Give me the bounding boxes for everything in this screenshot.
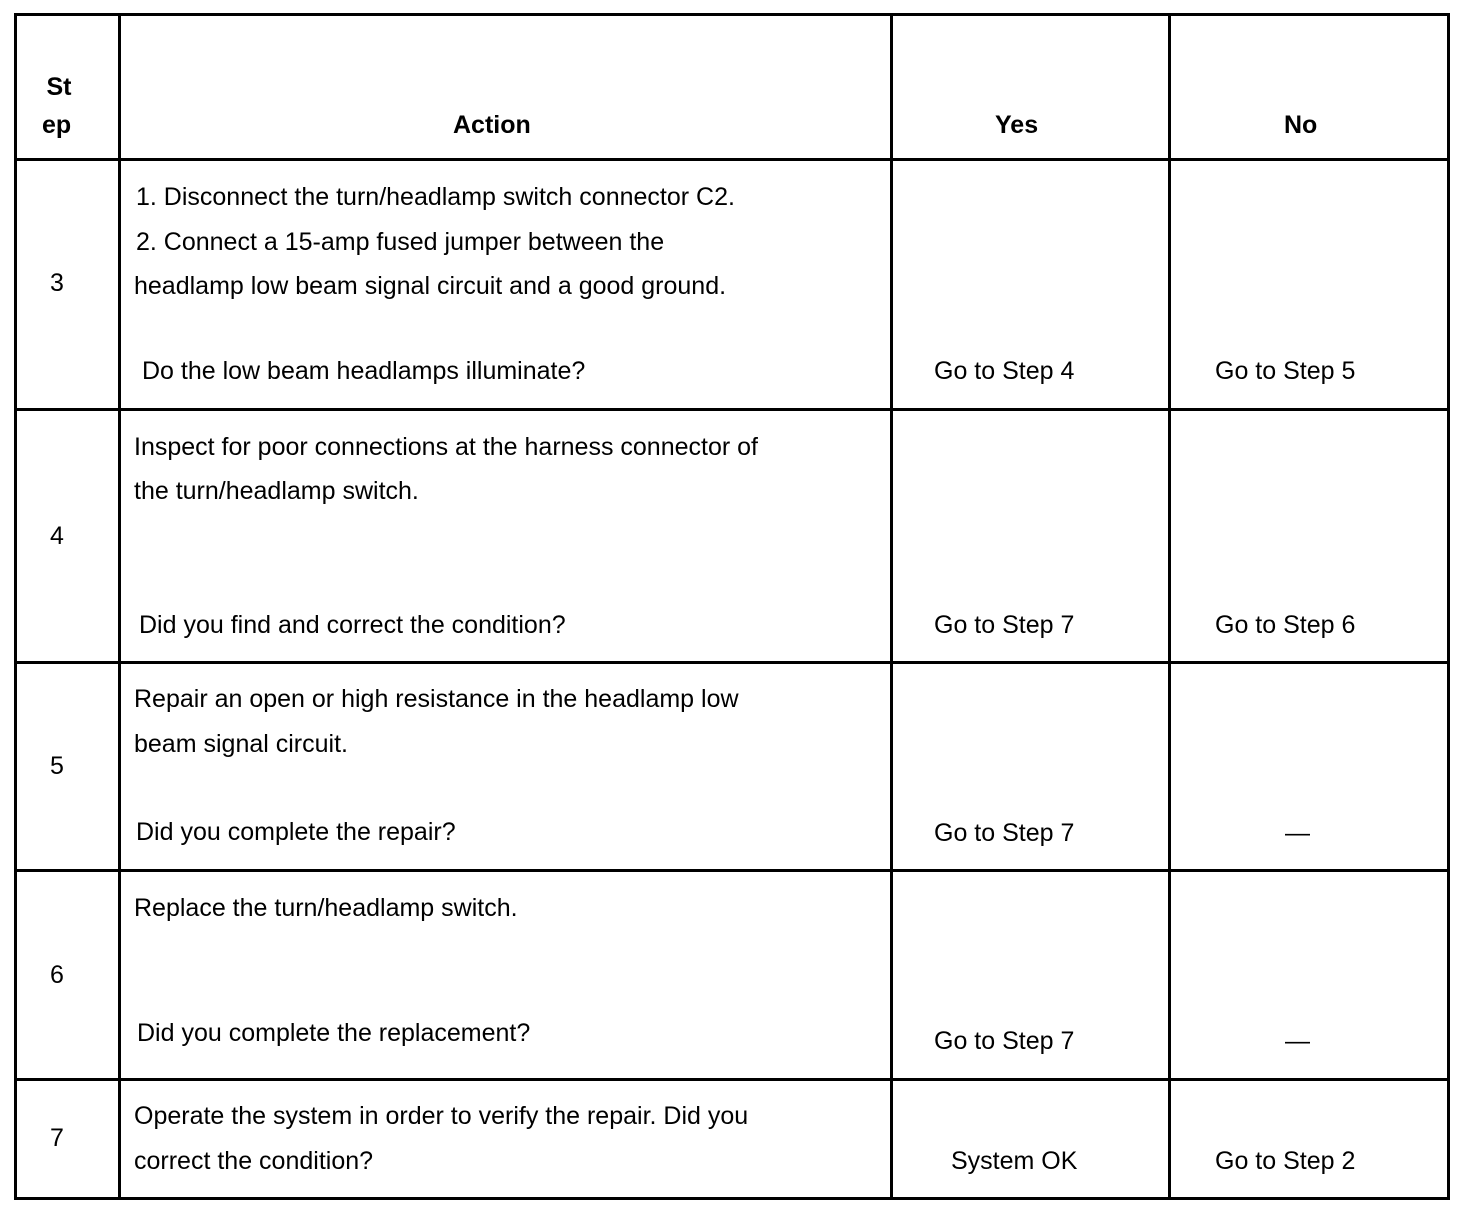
action-line: Replace the turn/headlamp switch.: [134, 894, 518, 922]
row-divider: [17, 408, 1447, 411]
action-line: Inspect for poor connections at the harness connector of: [134, 433, 758, 461]
action-line: beam signal circuit.: [134, 730, 348, 758]
no-result: Go to Step 5: [1215, 357, 1356, 385]
yes-result: Go to Step 7: [934, 819, 1075, 847]
header-step-line2: ep: [42, 111, 72, 139]
action-line: Operate the system in order to verify the repair. Did you: [134, 1102, 749, 1130]
yes-result: Go to Step 7: [934, 611, 1075, 639]
no-result: Go to Step 6: [1215, 611, 1356, 639]
action-line: the turn/headlamp switch.: [134, 477, 419, 505]
no-result-dash: —: [1285, 819, 1310, 847]
step-number: 6: [50, 961, 64, 989]
row-divider: [17, 1078, 1447, 1081]
step-number: 3: [50, 269, 64, 297]
action-question: Did you find and correct the condition?: [139, 611, 566, 639]
step-number: 5: [50, 752, 64, 780]
column-divider: [1168, 16, 1171, 1197]
no-result-dash: —: [1285, 1027, 1310, 1055]
action-line: correct the condition?: [134, 1147, 374, 1175]
action-line: Repair an open or high resistance in the headlamp low: [134, 685, 739, 713]
yes-result: Go to Step 4: [934, 357, 1075, 385]
column-divider: [890, 16, 893, 1197]
header-step-line1: St: [46, 73, 72, 101]
action-line: 1. Disconnect the turn/headlamp switch connector C2.: [136, 183, 735, 211]
action-line: 2. Connect a 15-amp fused jumper between the: [136, 228, 665, 256]
action-question: Did you complete the replacement?: [137, 1019, 531, 1047]
header-no: No: [1284, 111, 1318, 139]
column-divider: [118, 16, 121, 1197]
row-divider: [17, 661, 1447, 664]
step-number: 7: [50, 1124, 64, 1152]
row-divider: [17, 869, 1447, 872]
yes-result: Go to Step 7: [934, 1027, 1075, 1055]
action-question: Do the low beam headlamps illuminate?: [142, 357, 586, 385]
header-action: Action: [453, 111, 531, 139]
action-line: headlamp low beam signal circuit and a good ground.: [134, 272, 727, 300]
yes-result: System OK: [951, 1147, 1078, 1175]
action-question: Did you complete the repair?: [136, 818, 456, 846]
row-divider: [17, 158, 1447, 161]
header-yes: Yes: [995, 111, 1039, 139]
no-result: Go to Step 2: [1215, 1147, 1356, 1175]
step-number: 4: [50, 522, 64, 550]
